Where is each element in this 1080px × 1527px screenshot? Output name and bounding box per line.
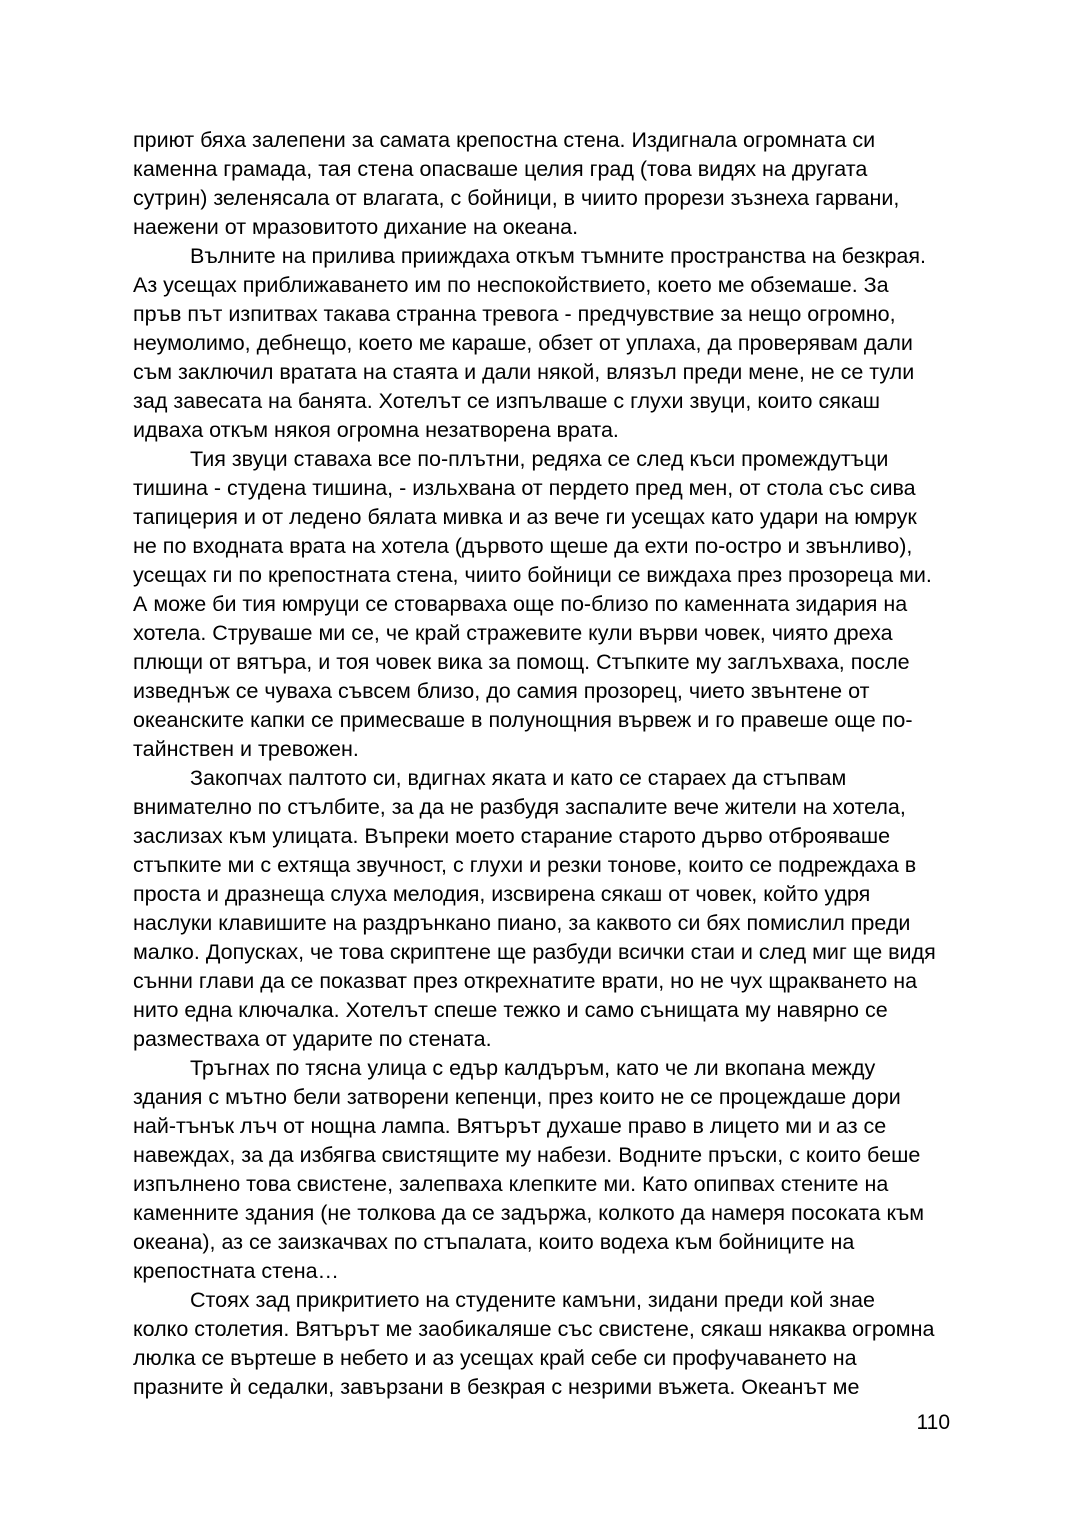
text-line: стъпките ми с ехтяща звучност, с глухи и резки тонове, които се подреждаха в (133, 853, 917, 877)
text-line: крепостната стена… (133, 1259, 340, 1283)
paragraph-continuation (133, 126, 957, 242)
text-line: тайнствен и тревожен. (133, 737, 359, 761)
text-line: тапицерия и от ледено бялата мивка и аз вече ги усещах като удари на юмрук (133, 505, 917, 529)
text-line: не по входната врата на хотела (дървото щеше да ехти по-остро и звънливо), (133, 534, 913, 558)
text-line: океана), аз се заизкачвах по стъпалата, които водеха към бойниците на (133, 1230, 855, 1254)
paragraph-4 (133, 764, 957, 1054)
text-line: колко столетия. Вятърът ме заобикаляше със свистене, сякаш някаква огромна (133, 1317, 935, 1341)
text-line: наежени от мразовитото дихание на океана. (133, 215, 579, 239)
text-line: изпълнено това свистене, залепваха клепките ми. Като опипвах стените на (133, 1172, 889, 1196)
text-line: приют бяха залепени за самата крепостна стена. Издигнала огромната си (133, 128, 876, 152)
text-line: съм заключил вратата на стаята и дали някой, влязъл преди мене, не се тули (133, 360, 915, 384)
paragraph-3 (133, 445, 957, 764)
text-line: навеждах, за да избягва свистящите му набези. Водните пръски, с които беше (133, 1143, 921, 1167)
text-line: Стоях зад прикритието на студените камъни, зидани преди кой знае (190, 1288, 875, 1312)
text-line: заслизах към улицата. Въпреки моето старание старото дърво отброяваше (133, 824, 891, 848)
text-line: проста и дразнеща слуха мелодия, изсвирена сякаш от човек, който удря (133, 882, 871, 906)
page-footer (133, 1408, 950, 1437)
text-line: най-тънък лъч от нощна лампа. Вятърът духаше право в лицето ми и аз се (133, 1114, 887, 1138)
text-line: малко. Допусках, че това скриптене ще разбуди всички стаи и след миг ще видя (133, 940, 936, 964)
text-block (133, 126, 957, 1402)
text-line: идваха откъм някоя огромна незатворена врата. (133, 418, 619, 442)
text-line: Закопчах палтото си, вдигнах яката и като се стараех да стъпвам (190, 766, 847, 790)
text-line: сутрин) зеленясала от влагата, с бойници, в чиито прорези зъзнеха гарвани, (133, 186, 900, 210)
page-number: 110 (916, 1411, 950, 1434)
text-line: празните ѝ седалки, завързани в безкрая с незрими въжета. Океанът ме (133, 1375, 860, 1399)
text-line: Тръгнах по тясна улица с едър калдъръм, като че ли вкопана между (190, 1056, 876, 1080)
text-line: тишина - студена тишина, - изльхвана от пердето пред мен, от стола със сива (133, 476, 916, 500)
text-line: наслуки клавишите на раздрънкано пиано, за каквото си бях помислил преди (133, 911, 911, 935)
text-line: усещах ги по крепостната стена, чиито бойници се виждаха през прозореца ми. (133, 563, 932, 587)
text-line: нито една ключалка. Хотелът спеше тежко и само сънищата му навярно се (133, 998, 888, 1022)
text-line: Вълните на прилива прииждаха откъм тъмните пространства на безкрая. (190, 244, 926, 268)
text-line: разместваха от ударите по стената. (133, 1027, 492, 1051)
text-line: А може би тия юмруци се стоварваха още по-близо по каменната зидария на (133, 592, 908, 616)
text-line: неумолимо, дебнещо, което ме караше, обзет от уплаха, да проверявам дали (133, 331, 913, 355)
text-line: Аз усещах приближаването им по неспокойствието, което ме обземаше. За (133, 273, 889, 297)
text-line: внимателно по стълбите, за да не разбудя заспалите вече жители на хотела, (133, 795, 906, 819)
paragraph-6 (133, 1286, 957, 1402)
text-line: плющи от вятъра, и тоя човек вика за помощ. Стъпките му заглъхваха, после (133, 650, 910, 674)
text-line: Тия звуци ставаха все по-плътни, редяха се след къси промеждутъци (190, 447, 889, 471)
text-line: здания с мътно бели затворени кепенци, през които не се процеждаше дори (133, 1085, 901, 1109)
paragraph-5 (133, 1054, 957, 1286)
text-line: океанските капки се примесваше в полунощния вървеж и го правеше още по- (133, 708, 913, 732)
text-line: люлка се въртеше в небето и аз усещах край себе си профучаването на (133, 1346, 857, 1370)
text-line: зад завесата на банята. Хотелът се изпълваше с глухи звуци, които сякаш (133, 389, 880, 413)
text-line: хотела. Струваше ми се, че край стражевите кули върви човек, чиято дреха (133, 621, 893, 645)
text-line: изведнъж се чуваха съвсем близо, до самия прозорец, чието звънтене от (133, 679, 870, 703)
text-line: сънни глави да се показват през открехнатите врати, но не чух щракването на (133, 969, 918, 993)
text-line: каменна грамада, тая стена опасваше целия град (това видях на другата (133, 157, 868, 181)
text-line: пръв път изпитвах такава странна тревога - предчувствие за нещо огромно, (133, 302, 896, 326)
paragraph-2 (133, 242, 957, 445)
text-line: каменните здания (не толкова да се задържа, колкото да намеря посоката към (133, 1201, 925, 1225)
